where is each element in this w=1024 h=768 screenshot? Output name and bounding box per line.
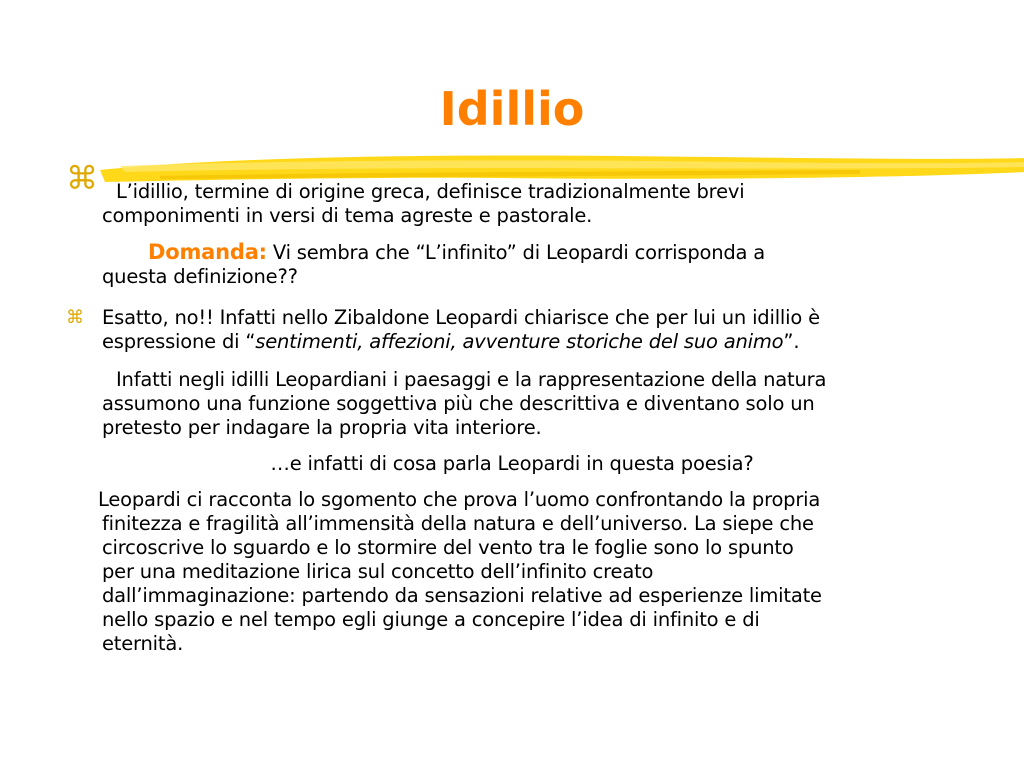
paragraph-explanation	[102, 368, 962, 440]
paragraph-line: L’idillio, termine di origine greca, definisce tradizionalmente brevi	[116, 180, 745, 203]
paragraph-definition	[102, 180, 962, 228]
paragraph-line: questa definizione??	[102, 265, 298, 288]
paragraph-question	[102, 240, 962, 289]
paragraph-line: Leopardi ci racconta lo sgomento che prova l’uomo confrontando la propria	[98, 488, 821, 511]
paragraph-line: espressione di “	[102, 330, 256, 353]
paragraph-summary	[98, 488, 962, 656]
paragraph-transition: …e infatti di cosa parla Leopardi in questa poesia?	[270, 452, 754, 475]
slide-title: Idillio	[439, 82, 585, 136]
command-key-icon: ⌘	[66, 307, 84, 328]
paragraph-answer	[102, 306, 962, 354]
paragraph-line: pretesto per indagare la propria vita interiore.	[102, 416, 542, 439]
zibaldone-quote: sentimenti, affezioni, avventure storiche del suo animo	[255, 330, 784, 353]
paragraph-line: assumono una funzione soggettiva più che descrittiva e diventano solo un	[102, 392, 815, 415]
yellow-brush-stroke	[100, 150, 1024, 184]
domanda-label: Domanda:	[148, 240, 267, 264]
paragraph-line: ”.	[783, 330, 800, 353]
command-key-icon: ⌘	[66, 159, 98, 197]
paragraph-line: eternità.	[102, 632, 184, 655]
paragraph-line: circoscrive lo sguardo e lo stormire del vento tra le foglie sono lo spunto	[102, 536, 794, 559]
paragraph-line: componimenti in versi di tema agreste e pastorale.	[102, 204, 593, 227]
paragraph-line: nello spazio e nel tempo egli giunge a concepire l’idea di infinito e di	[102, 608, 760, 631]
paragraph-line: Vi sembra che “L’infinito” di Leopardi corrisponda a	[266, 241, 766, 264]
paragraph-line: per una meditazione lirica sul concetto dell’infinito creato	[102, 560, 654, 583]
paragraph-line: Infatti negli idilli Leopardiani i paesaggi e la rappresentazione della natura	[116, 368, 827, 391]
paragraph-line: Esatto, no!! Infatti nello Zibaldone Leopardi chiarisce che per lui un idillio è	[102, 306, 820, 329]
paragraph-line: dall’immaginazione: partendo da sensazioni relative ad esperienze limitate	[102, 584, 822, 607]
paragraph-line: finitezza e fragilità all’immensità della natura e dell’universo. La siepe che	[102, 512, 814, 535]
